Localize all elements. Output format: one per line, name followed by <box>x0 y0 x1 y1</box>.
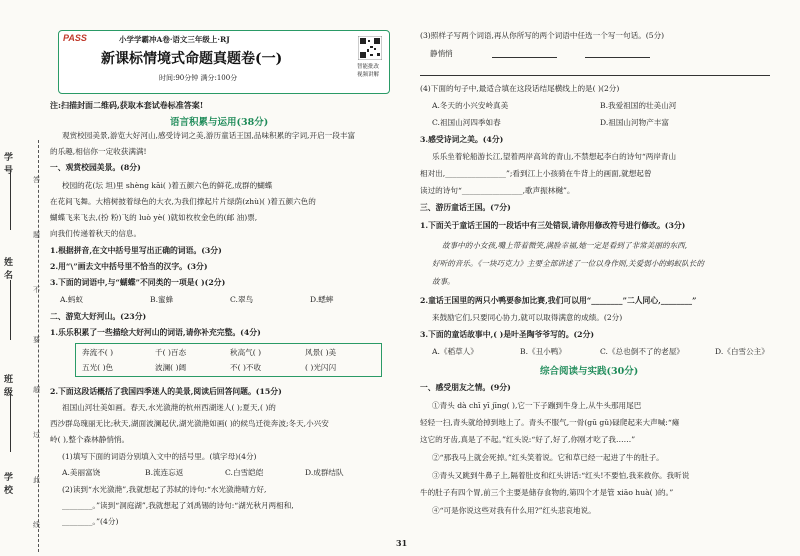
sub-question: (4)下面的句子中,最适合填在这段话结尾横线上的是( )(2分) <box>420 84 620 93</box>
cut-char: 此 <box>33 476 40 484</box>
label-name: 姓名 <box>4 258 14 281</box>
option[interactable]: B.《丑小鸭》 <box>520 347 566 356</box>
story-line: 好听的音乐。《一块巧克力》主要全部讲述了一位以身作则,关爱弱小的蚂蚁队长的 <box>432 259 704 268</box>
part-heading: 一、观赏校园美景。(8分) <box>50 163 141 172</box>
option[interactable]: C.白雪皑皑 <box>225 468 264 477</box>
question: 2.用“\”画去文中括号里不恰当的汉字。(3分) <box>50 262 208 271</box>
intro-text: 观赏校园美景,游览大好河山,感受诗词之美,游历童话王国,品味积累的字词,开启一段丰富 <box>62 131 356 140</box>
option[interactable]: A.美丽富饶 <box>62 468 101 477</box>
question: 2.下面这段话概括了我国四季迷人的美景,阅读后回答问题。(15分) <box>50 387 282 396</box>
sub-question: (1)填写下面的词语分别填入文中的括号里。(填字母)(4分) <box>62 452 257 461</box>
question: 3.下面的童话故事中,( )是叶圣陶爷爷写的。(2分) <box>420 330 595 339</box>
option[interactable]: B.我爱祖国的壮美山河 <box>600 101 677 110</box>
passage-line: 校园的花(坛 坦)里 shèng kāi( )着五颜六色的鲜花,成群的蝴蝶 <box>62 181 273 190</box>
word-blank[interactable]: 风景( )美 <box>305 348 337 357</box>
passage-line: ④“可是你说这些对我有什么用?”红头悲哀地说。 <box>432 506 596 515</box>
cut-char: 超 <box>33 386 40 394</box>
cut-char: 要 <box>33 336 40 344</box>
page-number: 31 <box>396 538 408 548</box>
passage-line: 祖国山河壮美如画。春天,水光潋滟的杭州西湖迷人( );夏天,( )的 <box>62 403 276 412</box>
passage-line: 在花间飞舞。大榕树披着绿色的大衣,为我们撑起片片绿荫(zhù)( )着五颜六色的 <box>50 197 316 206</box>
option[interactable]: C.祖国山河四季如春 <box>432 118 501 127</box>
label-school: 学校 <box>4 473 14 496</box>
class-line[interactable] <box>10 392 12 452</box>
passage-line: 蝴蝶飞来飞去,(扮 粉)飞的 luò yè( )就如枚枚金色的(邮 油)票, <box>50 213 258 222</box>
cut-char: 题 <box>33 231 40 239</box>
cut-char: 答 <box>33 176 40 184</box>
passage-line: 西沙群岛瑰丽无比;秋天,湖面波澜起伏,湖光潋滟如画( )的候鸟迁徙奔波;冬天,小兴安 <box>50 419 329 428</box>
word-blank[interactable]: 波澜( )阔 <box>155 363 187 372</box>
passage-line: ②“那我马上就会死掉。”红头笑着说。它和草已经一起进了牛的肚子。 <box>432 453 664 462</box>
option[interactable]: D.蟋蟀 <box>310 295 334 304</box>
word-blank[interactable]: 不( )不收 <box>230 363 262 372</box>
option[interactable]: A.冬天的小兴安岭真美 <box>432 101 509 110</box>
part-heading: 一、感受朋友之情。(9分) <box>420 383 511 392</box>
title-box <box>58 30 390 94</box>
cut-char: 过 <box>33 431 40 439</box>
example-word: 静悄悄 <box>430 49 453 58</box>
question: 2.童话王国里的两只小鸭要参加比赛,我们可以用“________”二人同心,________” <box>420 296 697 305</box>
passage-line: 读过的诗句“________________,歌声振林樾”。 <box>420 186 575 195</box>
section-heading: 语言积累与运用(38分) <box>170 117 269 128</box>
option[interactable]: B.蜜蜂 <box>150 295 174 304</box>
passage-line: 相对出,________________”;看到江上小孩骑在牛背上的画面,就想起曾 <box>420 169 652 178</box>
option[interactable]: A.《稻草人》 <box>432 347 478 356</box>
section-heading: 综合阅读与实践(30分) <box>540 366 639 377</box>
question: 3.下面的词语中,与“蝴蝶”不同类的一项是( )(2分) <box>50 278 226 287</box>
question: 1.乐乐积累了一些描绘大好河山的词语,请你补充完整。(4分) <box>50 328 261 337</box>
sub-question: ________。”读到“洞庭湖”,我就想起了刘禹锡的诗句:“湖光秋月两相和, <box>62 501 294 510</box>
answer-line[interactable] <box>492 57 557 58</box>
option[interactable]: C.《总也倒不了的老屋》 <box>600 347 684 356</box>
question: 1.下面关于童话王国的一段话中有三处错误,请你用修改符号进行修改。(3分) <box>420 221 686 230</box>
story-line: 故事。 <box>432 277 455 286</box>
passage-line: 岭( ),整个森林静悄悄。 <box>50 435 130 444</box>
answer-line[interactable] <box>420 75 770 76</box>
word-blank[interactable]: 奔流不( ) <box>82 348 114 357</box>
part-heading: 二、游览大好河山。(23分) <box>50 312 147 321</box>
qr-code-icon[interactable] <box>358 36 382 60</box>
series-name: 小学学霸冲A卷·语文三年级上·RJ <box>119 35 230 44</box>
option[interactable]: D.成群结队 <box>305 468 344 477</box>
cut-char: 不 <box>33 286 40 294</box>
cut-char: 线 <box>33 521 40 529</box>
word-blank[interactable]: 秋高气( ) <box>230 348 262 357</box>
part-heading: 三、游历童话王国。(7分) <box>420 203 511 212</box>
passage-line: ①青头 dà chī yī jīng( ),它一下子蹦到牛身上,从牛头那用尾巴 <box>432 401 642 410</box>
sub-question: (2)读到“水光潋滟”,我就想起了苏轼的诗句:“水光潋滟晴方好, <box>62 485 267 494</box>
option[interactable]: D.《白雪公主》 <box>715 347 769 356</box>
cut-line <box>38 140 39 552</box>
sub-question: ________。”(4分) <box>62 517 119 526</box>
option[interactable]: C.翠鸟 <box>230 295 254 304</box>
scan-note: 注:扫描封面二维码,获取本套试卷标准答案! <box>50 100 204 110</box>
passage-line: 牛的肚子有四个胃,前三个主要是储存食物的,第四个才是管 xiāo huà( )的。” <box>420 488 674 497</box>
sub-question: (3)照样子写两个词语,再从你所写的两个词语中任选一个写一句话。(5分) <box>420 31 665 40</box>
logo: PASS <box>63 33 87 43</box>
option[interactable]: A.蚂蚁 <box>60 295 84 304</box>
question: 3.感受诗词之美。(4分) <box>420 135 504 144</box>
question: 1.根据拼音,在文中括号里写出正确的词语。(3分) <box>50 246 222 255</box>
passage-line: 轻轻一扫,青头就给掉到地上了。青头不服气,一骨(gū gǔ)碌爬起来大声喊:“瘫 <box>420 418 680 427</box>
word-blank[interactable]: 千( )百态 <box>155 348 187 357</box>
time-score: 时间:90分钟 满分:100分 <box>159 74 238 82</box>
story-line: 故事中的小女孩,嘴上带着微笑,满脸幸福,她一定是看到了非常美丽的东西, <box>442 241 688 250</box>
word-blank[interactable]: ( )光闪闪 <box>305 363 337 372</box>
answer-line[interactable] <box>585 57 650 58</box>
option[interactable]: B.流连忘返 <box>145 468 184 477</box>
passage-line: 这它的牙齿,真是了不起。”红头说:“好了,好了,你刚才吃了我……” <box>420 435 636 444</box>
intro-text: 的乐趣,相信你一定收获满满! <box>50 147 147 156</box>
label-class: 班级 <box>4 375 14 398</box>
qr-caption: 视频讲解 <box>357 72 380 78</box>
student-id-line[interactable] <box>10 170 12 230</box>
name-line[interactable] <box>10 280 12 340</box>
word-blank[interactable]: 五光( )色 <box>82 363 114 372</box>
qr-caption: 智能批改 <box>357 64 380 70</box>
option[interactable]: D.祖国山河物产丰富 <box>600 118 669 127</box>
label-student-id: 学号 <box>4 153 14 176</box>
passage-line: 向我们传递着秋天的信息。 <box>50 229 142 238</box>
page-title: 新课标情境式命题真题卷(一) <box>101 51 283 67</box>
passage-line: 乐乐坐着轮船游长江,望着两岸高耸的青山,不禁想起李白的诗句“两岸青山 <box>432 152 677 161</box>
question-cont: 来鼓励它们,只要同心协力,就可以取得满意的成绩。(2分) <box>432 313 623 322</box>
passage-line: ③青头又跳到牛鼻子上,隔着肚皮和红头讲话:“红头!不要怕,我来救你。我听说 <box>432 471 690 480</box>
